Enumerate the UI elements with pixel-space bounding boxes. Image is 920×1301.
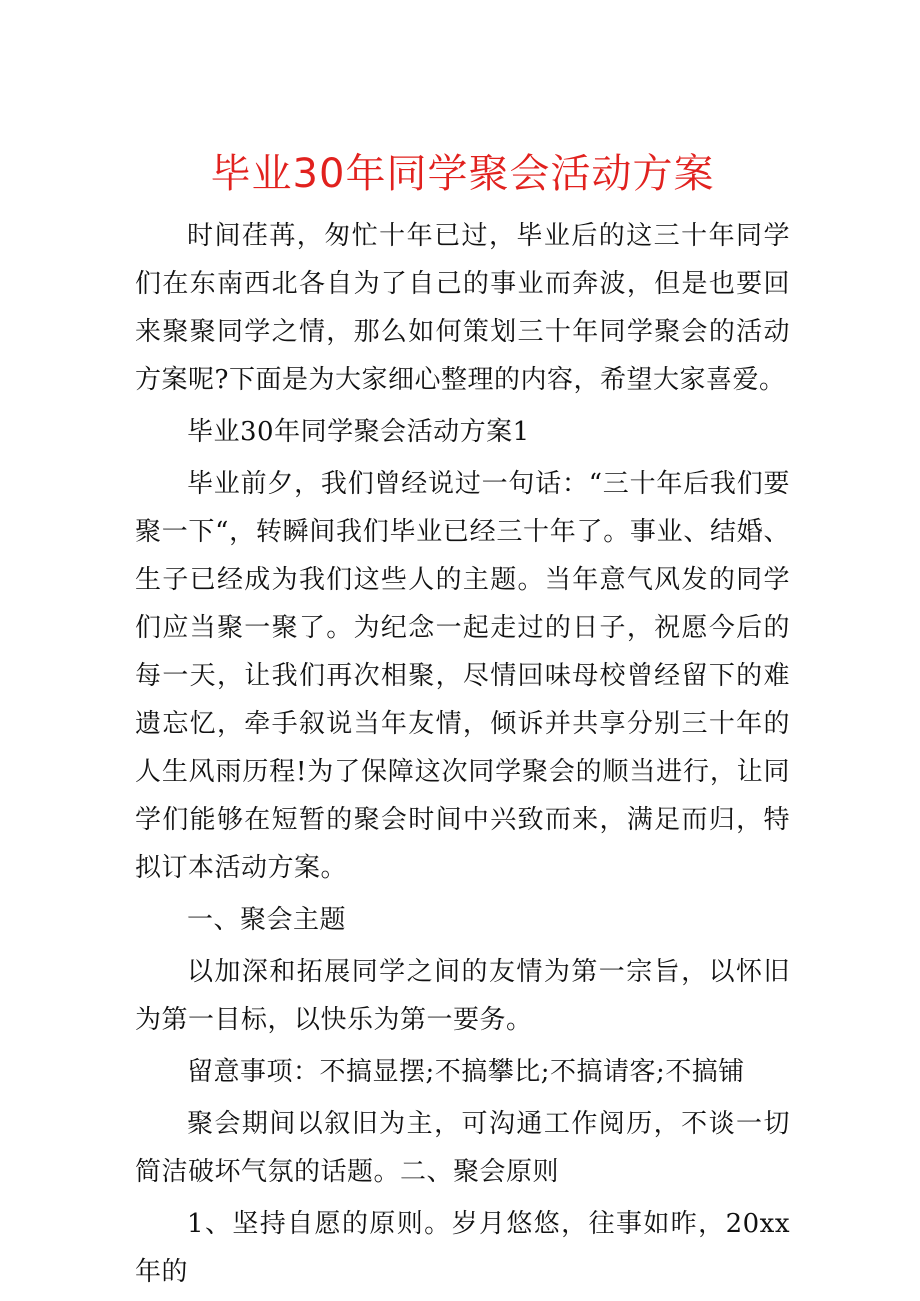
section-heading-plan-1: 毕业30年同学聚会活动方案1 <box>187 417 530 447</box>
document-body <box>135 212 790 1296</box>
reunion-period-paragraph: 聚会期间以叙旧为主，可沟通工作阅历，不谈一切简洁破坏气氛的话题。二、聚会原则 <box>135 1109 790 1187</box>
notes-paragraph: 留意事项：不搞显摆;不搞攀比;不搞请客;不搞铺 <box>187 1057 745 1087</box>
principle-1-paragraph: 1、坚持自愿的原则。岁月悠悠，往事如昨，20xx年的 <box>135 1209 790 1287</box>
plan-background-paragraph: 毕业前夕，我们曾经说过一句话：“三十年后我们要聚一下“，转瞬间我们毕业已经三十年了。事业、结婚、生子已经成为我们这些人的主题。当年意气风发的同学们应当聚一聚了。为纪念一起走过的日子，祝愿今后的每一天，让我们再次相聚，尽情回味母校曾经留下的难遗忘忆，牵手叙说当年友情，倾诉并共享分别三十年的人生风雨历程!为了保障这次同学聚会的顺当进行，让同学们能够在短暂的聚会时间中兴致而来，满足而归，特拟订本活动方案。 <box>135 469 790 883</box>
section-heading-theme: 一、聚会主题 <box>187 905 347 935</box>
intro-paragraph: 时间荏苒，匆忙十年已过，毕业后的这三十年同学们在东南西北各自为了自己的事业而奔波，但是也要回来聚聚同学之情，那么如何策划三十年同学聚会的活动方案呢?下面是为大家细心整理的内容，希望大家喜爱。 <box>135 221 790 395</box>
document-title: 毕业30年同学聚会活动方案 <box>210 151 715 197</box>
theme-paragraph: 以加深和拓展同学之间的友情为第一宗旨，以怀旧为第一目标，以快乐为第一要务。 <box>135 957 790 1035</box>
